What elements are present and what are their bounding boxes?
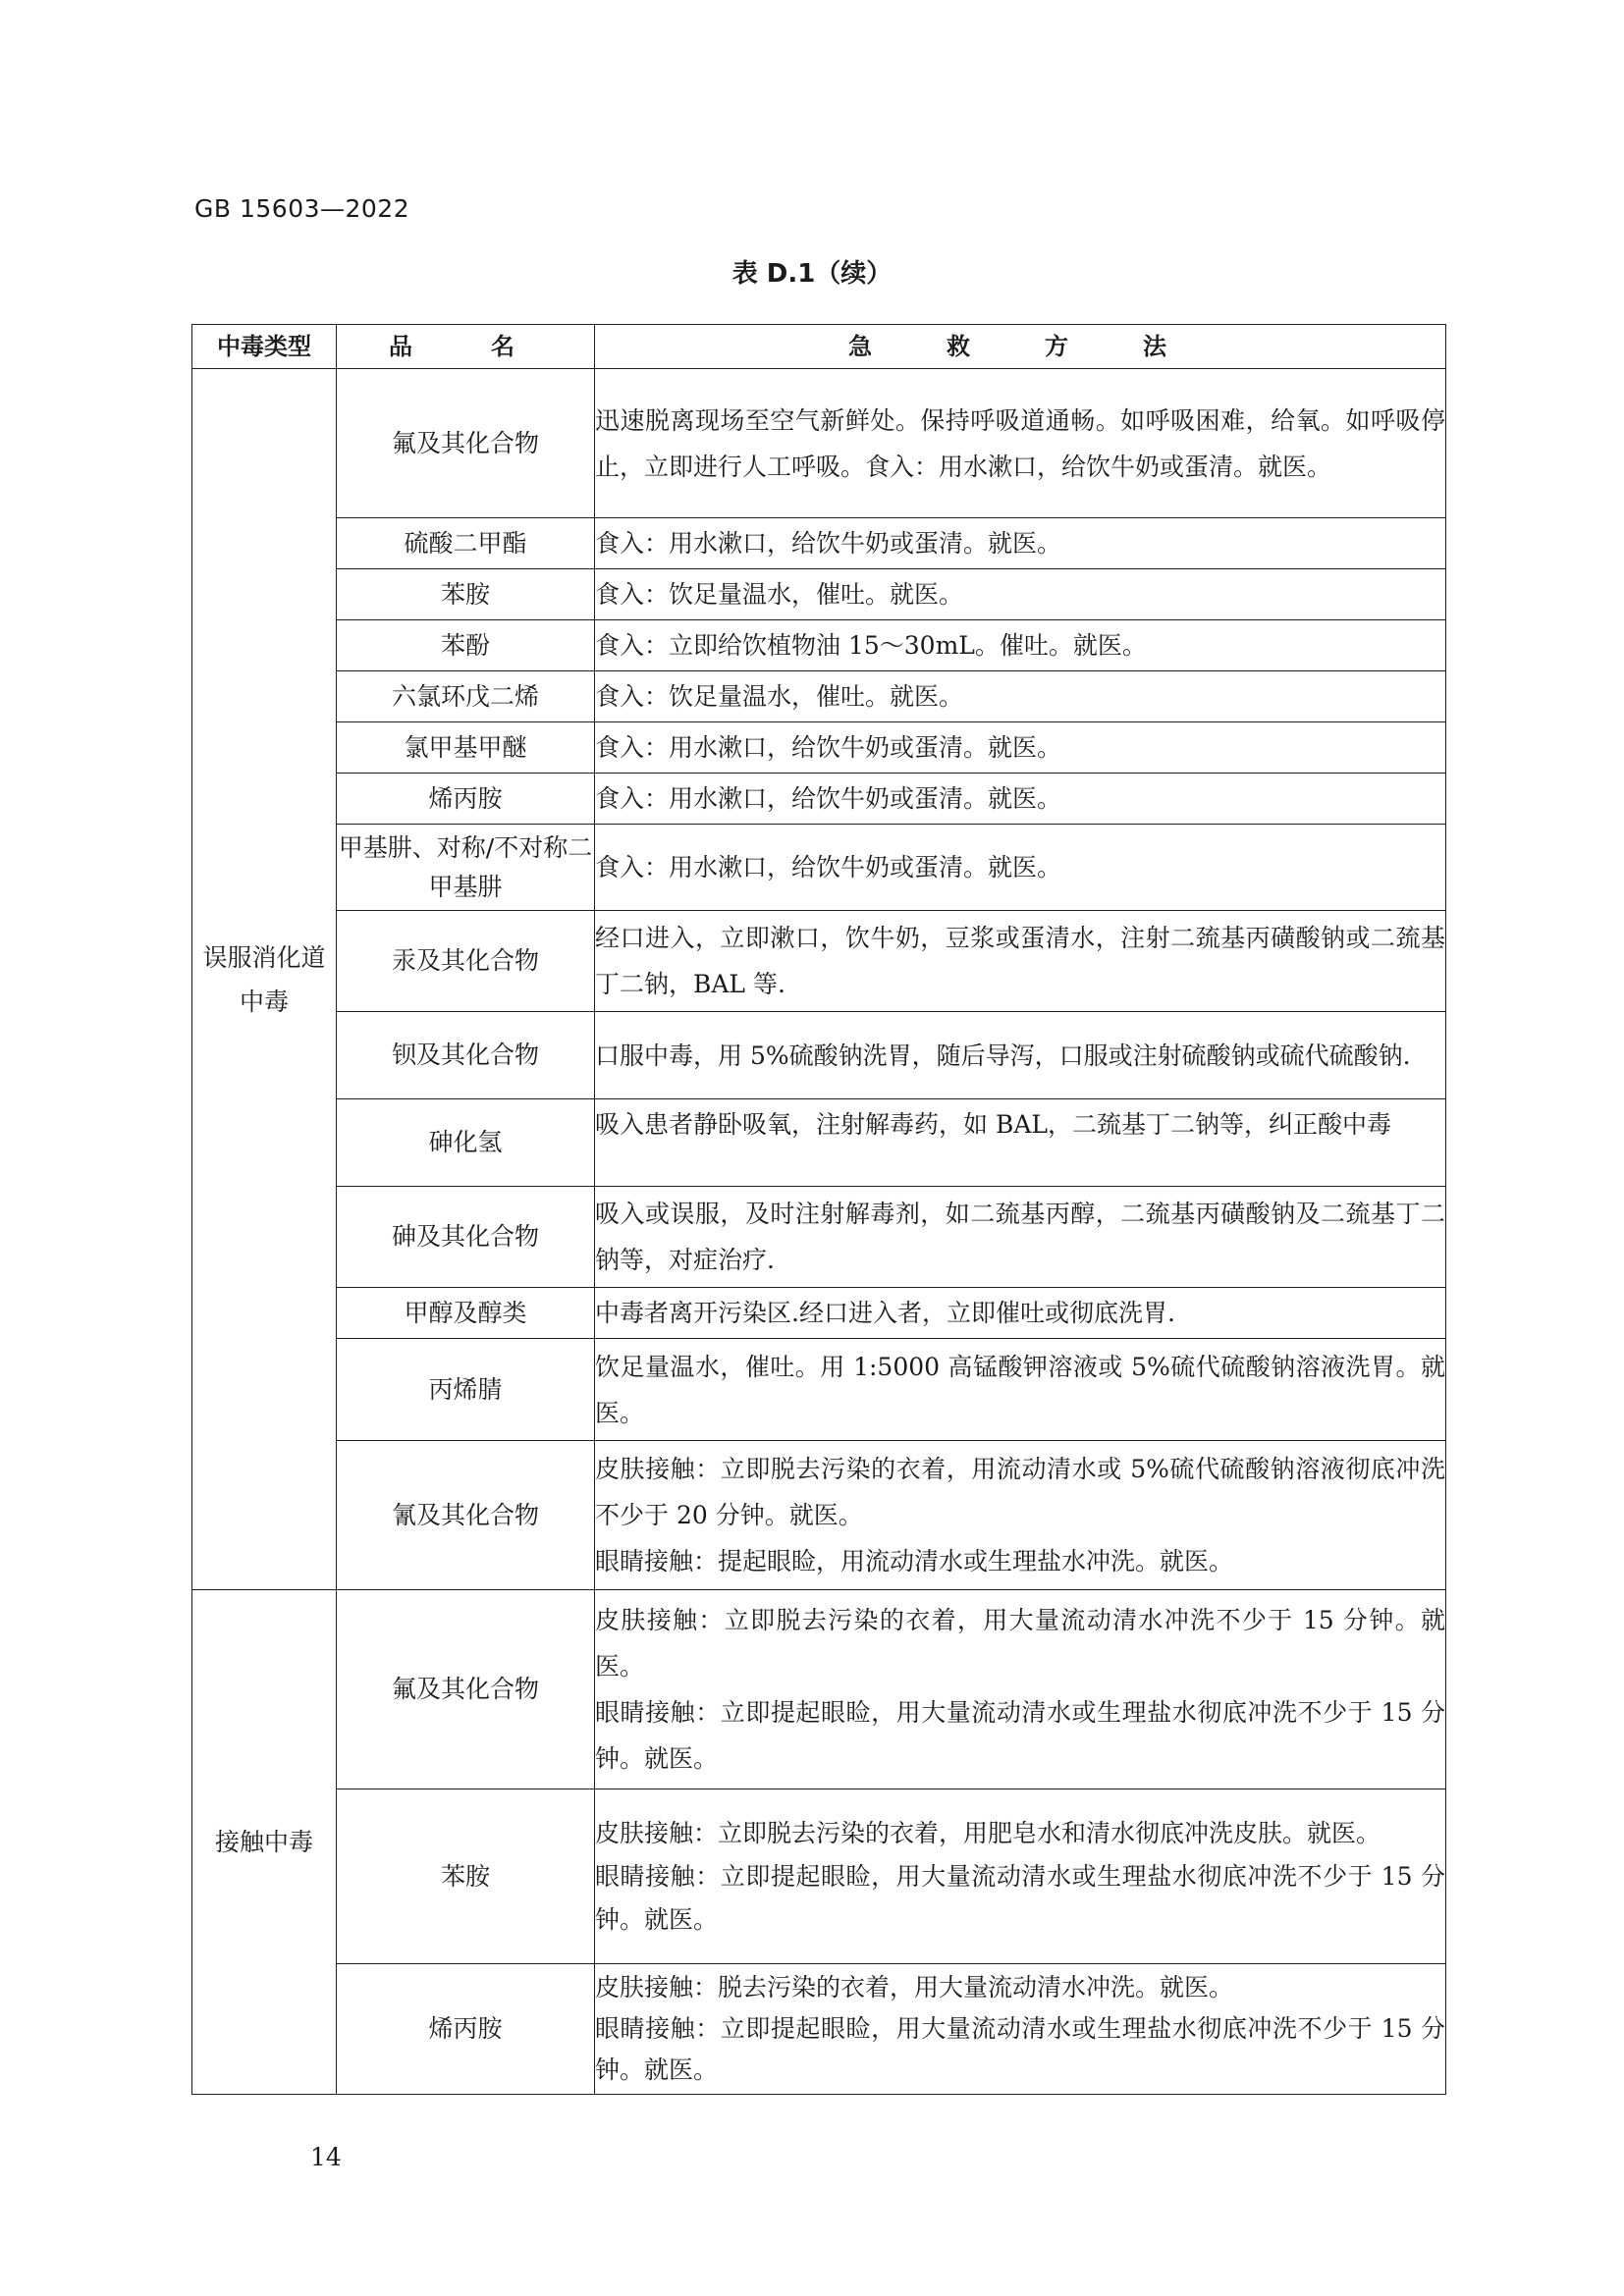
product-cell: 苯胺 — [337, 1789, 595, 1964]
column-header-product: 品 名 — [337, 325, 595, 369]
first-aid-table — [191, 324, 1446, 2095]
skin-contact-text: 皮肤接触：立即脱去污染的衣着，用流动清水或 5%硫代硫酸钠溶液彻底冲洗不少于 20 分钟。就医。 — [595, 1455, 1445, 1529]
skin-contact-text: 皮肤接触：脱去污染的衣着，用大量流动清水冲洗。就医。 — [595, 1973, 1234, 2002]
standard-code: GB 15603—2022 — [194, 194, 410, 223]
table-row — [192, 1789, 1446, 1964]
first-aid-cell: 吸入患者静卧吸氧，注射解毒药，如 BAL，二巯基丁二钠等，纠正酸中毒 — [595, 1099, 1446, 1187]
eye-contact-text: 眼睛接触：立即提起眼睑，用大量流动清水或生理盐水彻底冲洗不少于 15 分钟。就医。 — [595, 1861, 1445, 1934]
table-row — [192, 1288, 1446, 1339]
table-row — [192, 1590, 1446, 1789]
first-aid-cell: 经口进入，立即漱口，饮牛奶，豆浆或蛋清水，注射二巯基丙磺酸钠或二巯基丁二钠，BAL 等. — [595, 911, 1446, 1012]
first-aid-cell — [595, 1964, 1446, 2095]
table-row — [192, 825, 1446, 911]
product-cell: 苯胺 — [337, 569, 595, 620]
product-cell: 苯酚 — [337, 620, 595, 671]
column-header-first-aid: 急 救 方 法 — [595, 325, 1446, 369]
table-row — [192, 569, 1446, 620]
first-aid-cell: 迅速脱离现场至空气新鲜处。保持呼吸道通畅。如呼吸困难，给氧。如呼吸停止，立即进行人工呼吸。食入：用水漱口，给饮牛奶或蛋清。就医。 — [595, 369, 1446, 518]
product-cell: 甲基肼、对称/不对称二甲基肼 — [337, 825, 595, 911]
product-cell: 氟及其化合物 — [337, 369, 595, 518]
poison-type-cell — [192, 1590, 337, 2095]
product-cell: 氟及其化合物 — [337, 1590, 595, 1789]
table-row — [192, 1099, 1446, 1187]
table-row — [192, 1339, 1446, 1441]
table-row — [192, 911, 1446, 1012]
first-aid-cell: 食入：用水漱口，给饮牛奶或蛋清。就医。 — [595, 774, 1446, 825]
first-aid-cell: 食入：饮足量温水，催吐。就医。 — [595, 671, 1446, 722]
first-aid-cell: 中毒者离开污染区.经口进入者，立即催吐或彻底洗胃. — [595, 1288, 1446, 1339]
table-row — [192, 1012, 1446, 1099]
table-header-row — [192, 325, 1446, 369]
first-aid-cell: 食入：用水漱口，给饮牛奶或蛋清。就医。 — [595, 825, 1446, 911]
first-aid-cell: 食入：用水漱口，给饮牛奶或蛋清。就医。 — [595, 518, 1446, 569]
product-cell: 甲醇及醇类 — [337, 1288, 595, 1339]
first-aid-cell — [595, 1441, 1446, 1590]
table-row — [192, 1441, 1446, 1590]
product-cell: 氰及其化合物 — [337, 1441, 595, 1590]
table-row — [192, 518, 1446, 569]
poison-type-label: 误服消化道中毒 — [202, 942, 326, 1016]
product-cell: 汞及其化合物 — [337, 911, 595, 1012]
product-cell: 钡及其化合物 — [337, 1012, 595, 1099]
table-row — [192, 369, 1446, 518]
column-header-poison-type: 中毒类型 — [192, 325, 337, 369]
product-cell: 烯丙胺 — [337, 1964, 595, 2095]
table-row — [192, 620, 1446, 671]
first-aid-cell: 食入：用水漱口，给饮牛奶或蛋清。就医。 — [595, 722, 1446, 774]
skin-contact-text: 皮肤接触：立即脱去污染的衣着，用大量流动清水冲洗不少于 15 分钟。就医。 — [595, 1606, 1445, 1681]
table-row — [192, 722, 1446, 774]
product-cell: 氯甲基甲醚 — [337, 722, 595, 774]
product-cell: 硫酸二甲酯 — [337, 518, 595, 569]
product-cell: 砷及其化合物 — [337, 1187, 595, 1288]
first-aid-cell: 食入：饮足量温水，催吐。就医。 — [595, 569, 1446, 620]
first-aid-cell — [595, 1590, 1446, 1789]
table-row — [192, 774, 1446, 825]
table-caption: 表 D.1（续） — [731, 259, 893, 289]
poison-type-cell — [192, 369, 337, 1590]
table-row — [192, 1187, 1446, 1288]
first-aid-cell: 食入：立即给饮植物油 15～30mL。催吐。就医。 — [595, 620, 1446, 671]
first-aid-cell: 饮足量温水，催吐。用 1:5000 高锰酸钾溶液或 5%硫代硫酸钠溶液洗胃。就医。 — [595, 1339, 1446, 1441]
table-row — [192, 1964, 1446, 2095]
product-cell: 六氯环戊二烯 — [337, 671, 595, 722]
eye-contact-text: 眼睛接触：立即提起眼睑，用大量流动清水或生理盐水彻底冲洗不少于 15 分钟。就医。 — [595, 2014, 1445, 2084]
eye-contact-text: 眼睛接触：立即提起眼睑，用大量流动清水或生理盐水彻底冲洗不少于 15 分钟。就医。 — [595, 1698, 1445, 1773]
first-aid-cell — [595, 1789, 1446, 1964]
skin-contact-text: 皮肤接触：立即脱去污染的衣着，用肥皂水和清水彻底冲洗皮肤。就医。 — [595, 1818, 1381, 1847]
table-row — [192, 671, 1446, 722]
product-cell: 丙烯腈 — [337, 1339, 595, 1441]
first-aid-cell: 吸入或误服，及时注射解毒剂，如二巯基丙醇，二巯基丙磺酸钠及二巯基丁二钠等，对症治疗. — [595, 1187, 1446, 1288]
eye-contact-text: 眼睛接触：提起眼睑，用流动清水或生理盐水冲洗。就医。 — [595, 1547, 1234, 1575]
product-cell: 砷化氢 — [337, 1099, 595, 1187]
product-cell: 烯丙胺 — [337, 774, 595, 825]
page-number: 14 — [310, 2143, 342, 2171]
first-aid-cell: 口服中毒，用 5%硫酸钠洗胃，随后导泻，口服或注射硫酸钠或硫代硫酸钠. — [595, 1012, 1446, 1099]
poison-type-label: 接触中毒 — [214, 1828, 313, 1856]
